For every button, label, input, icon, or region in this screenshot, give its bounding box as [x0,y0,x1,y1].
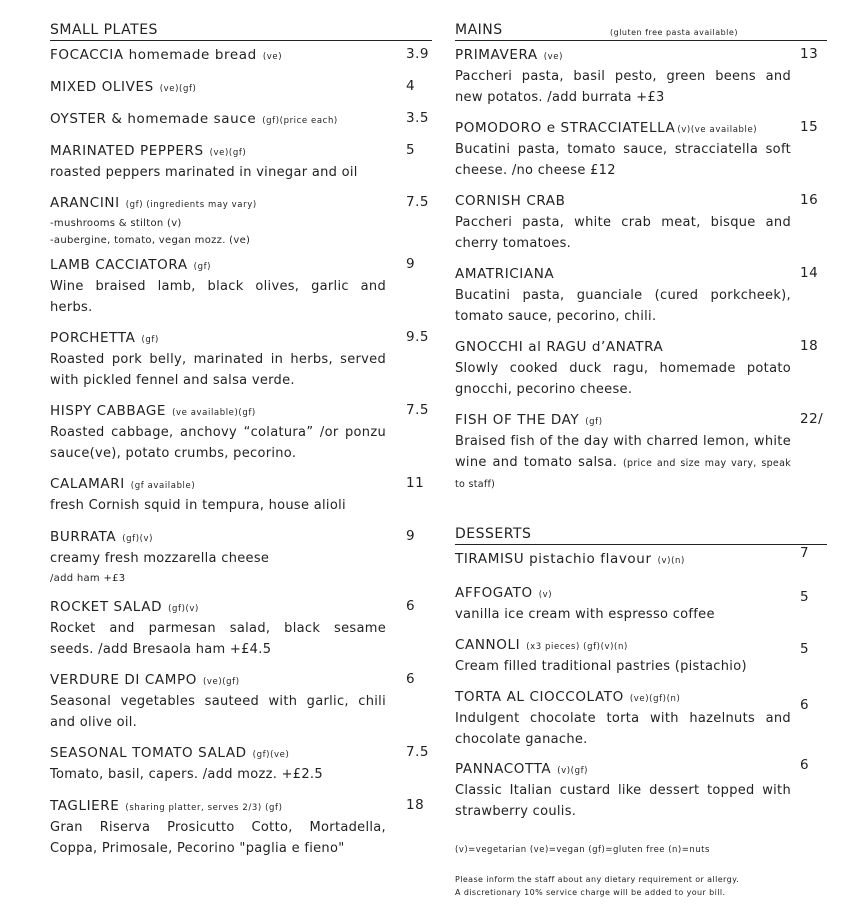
item-description: Tomato, basil, capers. /add mozz. +£2.5 [50,767,323,782]
menu-item-verdure-di-campo [50,670,432,743]
item-name: FOCACCIA homemade bread [50,47,257,63]
menu-item-amatriciana [455,264,827,337]
item-tags: (ve) [543,52,564,62]
menu-item-calamari [50,474,432,527]
item-description: Seasonal vegetables sauteed with garlic, chili and olive oil. [50,694,386,730]
item-price: 6 [406,598,416,614]
item-tags: (ve)(gf)(n) [629,694,681,704]
item-tags: (gf)(v) [168,604,199,614]
item-price: 4 [406,78,416,94]
item-description: Indulgent chocolate torta with hazelnuts and chocolate ganache. [455,711,791,747]
item-option: -aubergine, tomato, vegan mozz. (ve) [50,235,251,246]
item-tags: (v) [538,590,553,600]
item-description-note: (price and size may vary, speak to staff) [455,457,791,490]
item-tags: (gf) [585,417,603,427]
mains-section [455,45,827,490]
item-option: -mushrooms & stilton (v) [50,218,182,229]
item-description: Roasted cabbage, anchovy “colatura” /or ponzu sauce(ve), potato crumbs, pecorino. [50,425,386,461]
menu-item-lamb-cacciatora [50,255,432,328]
item-price: 13 [800,46,819,62]
menu-item-cannoli [455,635,827,687]
item-price: 9 [406,528,416,544]
item-description: Paccheri pasta, basil pesto, green beens and new potatos. /add burrata +£3 [455,69,791,105]
item-description: Classic Italian custard like dessert topped with strawberry coulis. [455,783,791,819]
item-tags: (ve)(gf) [202,677,240,687]
item-name: GNOCCHI al RAGU d’ANATRA [455,339,664,355]
menu-item-gnocchi-ragu [455,337,827,410]
mains-header [455,20,827,41]
item-description-text: Braised fish of the day with charred lemon, white wine and tomato salsa. [455,434,791,470]
item-description: Roasted pork belly, marinated in herbs, served with pickled fennel and salsa verde. [50,352,386,388]
item-price: 16 [800,192,819,208]
item-name: LAMB CACCIATORA [50,257,188,273]
menu-item-porchetta [50,328,432,401]
right-column [455,20,827,899]
small-plates-section [50,20,432,858]
item-name: FISH OF THE DAY [455,412,580,428]
item-description: Wine braised lamb, black olives, garlic and herbs. [50,279,386,315]
item-description: Paccheri pasta, white crab meat, bisque and cherry tomatoes. [455,215,791,251]
item-name: TAGLIERE [50,798,120,814]
item-name: SEASONAL TOMATO SALAD [50,745,247,761]
menu-item-rocket-salad [50,597,432,670]
item-name: ROCKET SALAD [50,599,163,615]
item-price: 5 [800,641,810,657]
item-description: fresh Cornish squid in tempura, house alioli [50,498,346,513]
desserts-title: DESSERTS [455,526,532,542]
menu-item-fish-of-the-day [455,410,827,490]
menu-item-cornish-crab [455,191,827,264]
item-price: 3.9 [406,46,429,62]
item-tags: (v)(ve available) [677,125,758,135]
menu-item-burrata [50,527,432,597]
menu-item-primavera [455,45,827,118]
item-description: vanilla ice cream with espresso coffee [455,607,715,622]
item-price: 18 [800,338,819,354]
item-description [455,432,791,496]
item-name: ARANCINI [50,195,120,211]
menu-item-arancini [50,193,432,255]
item-tags: (gf) [193,262,212,272]
item-addon: /add ham +£3 [50,572,126,584]
item-price: 7 [800,545,810,561]
item-price: 22/ [800,411,824,427]
item-tags: (ve)(gf) [209,148,247,158]
item-name: TIRAMISU pistachio flavour [455,551,652,567]
small-plates-title: SMALL PLATES [50,22,158,38]
item-tags: (sharing platter, serves 2/3) (gf) [125,803,283,813]
item-tags: (ve available)(gf) [172,408,256,418]
item-description: Bucatini pasta, tomato sauce, stracciatella soft cheese. /no cheese £12 [455,142,791,178]
item-price: 7.5 [406,402,429,418]
desserts-section [455,524,827,899]
mains-title: MAINS [455,22,503,38]
item-tags: (ve) [262,52,283,62]
item-tags: (gf) [141,335,159,345]
menu-item-marinated-peppers [50,141,432,193]
menu-item-tiramisu [455,545,827,583]
menu-item-hispy-cabbage [50,401,432,474]
item-price: 3.5 [406,110,429,126]
item-price: 18 [406,797,425,813]
footer-line: A discretionary 10% service charge will be added to your bill. [455,888,726,897]
menu-item-pannacotta [455,759,827,823]
item-price: 6 [800,697,810,713]
menu-item-focaccia [50,45,432,77]
item-price: 9.5 [406,329,429,345]
item-description: Cream filled traditional pastries (pistachio) [455,659,747,674]
item-price: 9 [406,256,416,272]
item-tags: (gf)(ve) [252,750,290,760]
item-name: AFFOGATO [455,585,533,601]
item-name: AMATRICIANA [455,266,555,282]
menu-item-tagliere [50,796,432,858]
item-price: 5 [406,142,416,158]
menu-item-mixed-olives [50,77,432,109]
item-price: 6 [406,671,416,687]
item-name: PANNACOTTA [455,761,552,777]
item-price: 7.5 [406,194,429,210]
item-tags: (x3 pieces) (gf)(v)(n) [526,642,628,652]
item-description: roasted peppers marinated in vinegar and oil [50,165,358,180]
item-description: Rocket and parmesan salad, black sesame seeds. /add Bresaola ham +£4.5 [50,621,386,657]
item-tags: (gf)(price each) [262,116,338,126]
menu-item-oyster [50,109,432,141]
item-name: TORTA AL CIOCCOLATO [455,689,624,705]
item-name: CANNOLI [455,637,521,653]
item-name: PORCHETTA [50,330,136,346]
item-tags: (v)(n) [657,556,685,566]
item-name: CALAMARI [50,476,125,492]
item-name: MARINATED PEPPERS [50,143,204,159]
item-price: 6 [800,757,810,773]
item-tags: (ve)(gf) [159,84,197,94]
mains-note: (gluten free pasta available) [610,28,738,37]
menu-item-pomodoro-stracciatella [455,118,827,191]
item-price: 11 [406,475,425,491]
item-price: 5 [800,589,810,605]
item-description: creamy fresh mozzarella cheese [50,551,270,566]
item-price: 7.5 [406,744,429,760]
desserts-header [455,524,827,545]
item-name: POMODORO e STRACCIATELLA [455,120,676,136]
item-price: 15 [800,119,819,135]
item-tags: (v)(gf) [557,766,589,776]
menu-item-seasonal-tomato-salad [50,743,432,796]
item-name: OYSTER & homemade sauce [50,111,257,127]
allergy-footer [455,873,827,899]
menu-item-affogato [455,583,827,635]
item-name: MIXED OLIVES [50,79,154,95]
item-description: Gran Riserva Prosicutto Cotto, Mortadella, Coppa, Primosale, Pecorino "paglia e fieno" [50,820,386,856]
dietary-legend: (v)=vegetarian (ve)=vegan (gf)=gluten free (n)=nuts [455,845,710,855]
item-name: PRIMAVERA [455,47,538,63]
item-name: BURRATA [50,529,117,545]
item-tags: (gf) (ingredients may vary) [125,200,257,210]
small-plates-header [50,20,432,41]
item-name: VERDURE DI CAMPO [50,672,197,688]
item-description: Slowly cooked duck ragu, homemade potato gnocchi, pecorino cheese. [455,361,791,397]
item-price: 14 [800,265,819,281]
item-tags: (gf)(v) [122,534,154,544]
item-description: Bucatini pasta, guanciale (cured porkcheek), tomato sauce, pecorino, chili. [455,288,791,324]
menu-item-torta-al-cioccolato [455,687,827,759]
item-name: HISPY CABBAGE [50,403,167,419]
item-tags: (gf available) [130,481,196,491]
item-name: CORNISH CRAB [455,193,566,209]
footer-line: Please inform the staff about any dietary requirement or allergy. [455,875,740,884]
